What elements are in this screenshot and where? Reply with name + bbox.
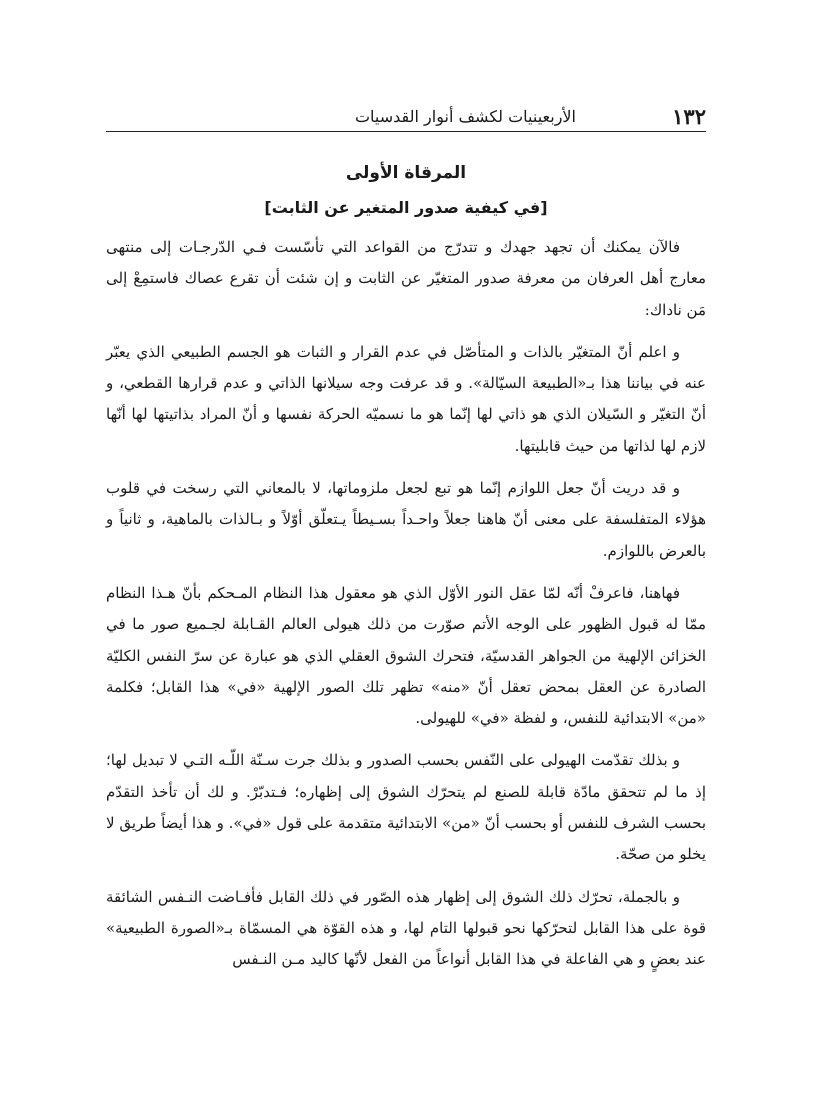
paragraph: و بذلك تقدّمت الهيولى على النّفس بحسب الصدور و بذلك جرت سـنّة اللّـه التـي لا تبديل لها؛ إذ ما لم تتحقق مادّة قابلة للصنع لم يتحرّك الشوق إلى إظهاره؛ فـتدبّرْ. و لك أن تأخذ التقدّم بحسب الشرف للنفس أو بحسب أنّ «من» الابتدائية متقدمة على قول «في». و هذا أيضاً طريق لا يخلو من صحّة. bbox=[106, 751, 706, 864]
section-subtitle: [في كيفية صدور المتغير عن الثابت] bbox=[264, 198, 548, 217]
body-text bbox=[106, 232, 706, 987]
header-rule bbox=[106, 131, 706, 132]
running-head bbox=[106, 104, 706, 130]
paragraph: و بالجملة، تحرّك ذلك الشوق إلى إظهار هذه الصّور في ذلك القابل فأفـاضت النـفس الشائقة قوة على هذا القابل لتحرّكها نحو قبولها التام لها، و هذه القوّة هي المسمّاة بـ«الصورة الطبيعية» عند بعضٍ و هي الفاعلة في هذا القابل أنواعاً من الفعل لأنّها كاليد مـن النـفس bbox=[106, 887, 706, 969]
paragraph: و قد دريت أنّ جعل اللوازم إنّما هو تبع لجعل ملزوماتها، لا بالمعاني التي رسخت في قلوب هؤلاء المتفلسفة على معنى أنّ هاهنا جعلاً واحـداً بسـيطاً يـتعلّق أوّلاً و بـالذات بالماهية، و ثانياً و بالعرض باللوازم. bbox=[106, 479, 706, 560]
paragraph: فالآن يمكنك أن تجهد جهدك و تتدرّج من القواعد التي تأسّست فـي الدّرجـات إلى منتهى معارج أهل العرفان من معرفة صدور المتغيّر عن الثابت و إن شئت أن تقرع عصاك فاستمِعْ إلى مَن ناداك: bbox=[106, 238, 706, 319]
running-title: الأربعينيات لكشف أنوار القدسيات bbox=[354, 107, 576, 126]
section-title: المرقاة الأولى bbox=[345, 163, 467, 183]
paragraph: و اعلم أنّ المتغيّر بالذات و المتأصّل في عدم القرار و الثبات هو الجسم الطبيعي الذي يعبّر عنه في بياننا هذا بـ«الطبيعة السيّالة». و قد عرفت وجه سيلانها الذاتي و عدم قرارها القطعي، و أنّ التغيّر و السّيلان الذي هو ذاتي لها إنّما هو ما نسميّه الحركة نفسها و أنّ المراد بذاتيتها لها أنّها لازم لها لذاتها من حيث قابليتها. bbox=[106, 342, 706, 455]
paragraph: فهاهنا، فاعرفْ أنّه لمّا عقل النور الأوّل الذي هو معقول هذا النظام المـحكم بأنّ هـذا النظام ممّا له قبول الظهور على الوجه الأتم صوّرت من ذلك هيولى العالم القـابلة لجـميع صور ما في الخزائن الإلهية من الجواهر القدسيّة، فتحرك الشوق العقلي الذي هو عبارة عن سرّ النفس الكليّة الصادرة عن العقل بمحض تعقل أنّ «منه» تظهر تلك الصور الإلهية «في» هذا القابل؛ فكلمة «من» الابتدائية للنفس، و لفظة «في» للهيولى. bbox=[106, 583, 706, 728]
page-number: ١٣٢ bbox=[672, 104, 706, 129]
